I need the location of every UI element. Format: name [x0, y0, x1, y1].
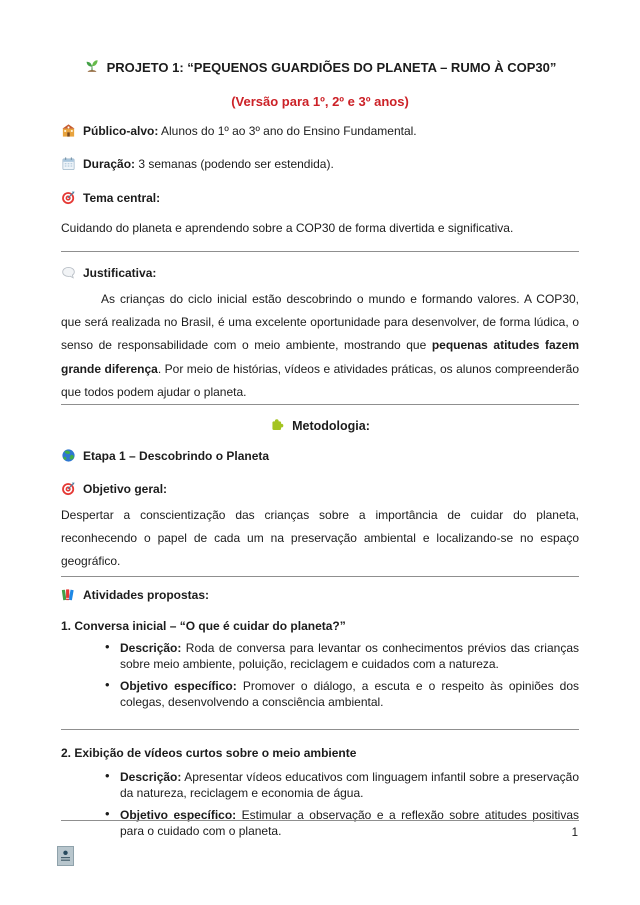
section-divider	[61, 404, 579, 405]
activity-1-title: 1. Conversa inicial – “O que é cuidar do planeta?”	[61, 618, 346, 633]
audience-value: Alunos do 1º ao 3º ano do Ensino Fundamental.	[158, 124, 417, 138]
central-theme-heading	[61, 190, 579, 209]
duration-line	[61, 156, 579, 175]
target-icon	[61, 481, 76, 500]
bullet-text: Roda de conversa para levantar os conhecimentos prévios das crianças sobre meio ambiente, poluição, reciclagem e cuidados com a natureza.	[120, 640, 579, 672]
bullet-label: Objetivo específico:	[120, 678, 237, 693]
section-divider	[61, 729, 579, 730]
books-icon	[61, 587, 76, 606]
bullet-text: Promover o diálogo, a escuta e o respeito às opiniões dos colegas, desenvolvendo a consciência ambiental.	[120, 678, 580, 710]
project-title-text: PROJETO 1: “PEQUENOS GUARDIÕES DO PLANETA – RUMO À COP30”	[106, 59, 557, 75]
duration-value: 3 semanas (podendo ser estendida).	[135, 157, 334, 171]
justification-bold-phrase: pequenas atitudes fazem grande diferença	[61, 338, 579, 376]
section-divider	[61, 576, 579, 577]
duration-label: Duração:	[83, 157, 136, 171]
methodology-label: Metodologia:	[292, 419, 370, 434]
general-objective-label: Objetivo geral:	[83, 482, 168, 497]
target-icon	[61, 190, 76, 209]
stage1-heading	[61, 448, 579, 467]
proposed-activities-label: Atividades propostas:	[83, 587, 210, 602]
page-number: 1	[571, 827, 578, 839]
seedling-icon	[84, 57, 100, 78]
embedded-object-icon	[57, 846, 74, 871]
general-objective-text: Despertar a conscientização das crianças sobre a importância de cuidar do planeta, reconhecendo o papel de cada um na preservação ambiental e localizando-se no espaço geográfico.	[61, 508, 579, 569]
bullet-item	[120, 640, 579, 673]
school-icon	[61, 123, 76, 142]
proposed-activities-heading	[61, 587, 579, 606]
speech-bubble-icon	[61, 265, 76, 284]
section-divider	[61, 251, 579, 252]
activity-2-title: 2. Exibição de vídeos curtos sobre o meio ambiente	[61, 745, 357, 760]
justification-heading	[61, 265, 579, 284]
stage1-label: Etapa 1 – Descobrindo o Planeta	[83, 449, 270, 464]
activity-1-bullet-list	[61, 640, 579, 711]
central-theme-text: Cuidando do planeta e aprendendo sobre a COP30 de forma divertida e significativa.	[61, 221, 514, 235]
bullet-item	[120, 807, 579, 840]
bullet-label: Descrição:	[120, 769, 182, 784]
justification-text-end: . Por meio de histórias, vídeos e atividades práticas, os alunos compreenderão que todos podem ajudar o planeta.	[61, 361, 579, 399]
project-title	[61, 57, 579, 78]
calendar-icon	[61, 156, 76, 175]
bullet-label: Descrição:	[120, 640, 182, 655]
version-subtitle: (Versão para 1º, 2º e 3º anos)	[231, 94, 409, 109]
justification-label: Justificativa:	[83, 266, 157, 280]
justification-paragraph	[61, 288, 579, 404]
central-theme-label: Tema central:	[83, 191, 161, 205]
general-objective-heading	[61, 481, 579, 500]
bullet-text: Apresentar vídeos educativos com linguagem infantil sobre a preservação da natureza, reciclagem e economia de água.	[120, 769, 579, 801]
globe-icon	[61, 448, 76, 467]
activity-2-bullet-list	[61, 769, 579, 840]
audience-label: Público-alvo:	[83, 124, 159, 138]
footer-divider	[61, 820, 579, 821]
puzzle-piece-icon	[270, 417, 285, 436]
bullet-text: Estimular a observação e a reflexão sobre atitudes positivas para o cuidado com o planeta.	[120, 807, 579, 839]
methodology-heading	[61, 417, 579, 436]
justification-text-start: As crianças do ciclo inicial estão descobrindo o mundo e formando valores. A COP30, que será realizada no Brasil, é uma excelente oportunidade para desenvolver, de forma lúdica, o senso de responsabilidade com o meio ambiente, mostrando que	[61, 292, 579, 353]
bullet-item	[120, 678, 579, 711]
bullet-item	[120, 769, 579, 802]
bullet-label: Objetivo específico:	[120, 807, 237, 822]
audience-line	[61, 123, 579, 142]
